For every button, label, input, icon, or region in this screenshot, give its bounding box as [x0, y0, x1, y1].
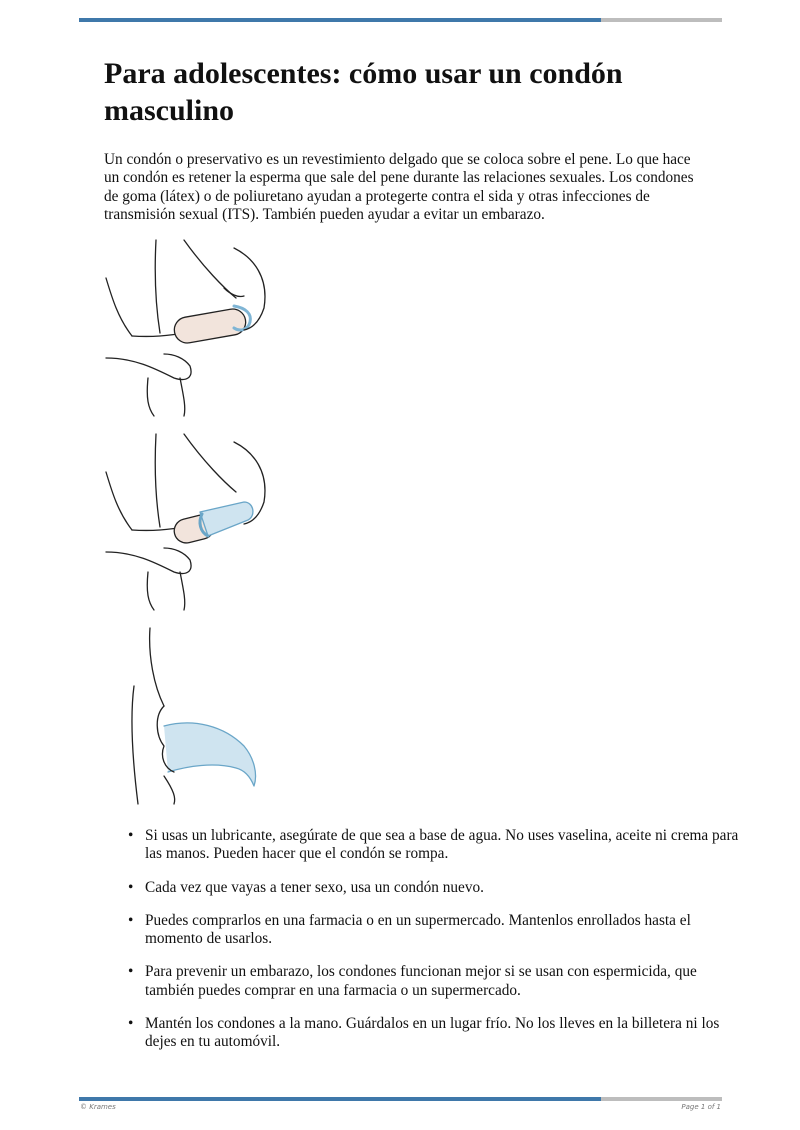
tips-list [104, 827, 745, 1067]
footer-rule [79, 1097, 722, 1101]
tip-item: • Para prevenir un embarazo, los condones funcionan mejor si se usan con espermicida, que también puedes comprar en una farmacia o un supermercado. [145, 963, 745, 1000]
intro-paragraph: Un condón o preservativo es un revestimiento delgado que se coloca sobre el pene. Lo que hace un condón es retener la esperma que sale del pene durante las relaciones sexuales. Los condones de goma (látex) o de poliuretano ayudan a protegerte contra el sida y otras infecciones de transmisión sexual (ITS). También pueden ayudar a evitar un embarazo. [104, 151, 694, 223]
footer-copyright: © Krames [80, 1103, 116, 1111]
tip-item: • Si usas un lubricante, asegúrate de que sea a base de agua. No uses vaselina, aceite ni crema para las manos. Pueden hacer que el condón se rompa. [145, 827, 745, 864]
illustration-step-2 [104, 432, 274, 612]
footer-rule-accent [79, 1097, 601, 1101]
illustration-step-1 [104, 238, 274, 418]
header-rule [79, 18, 722, 22]
header-rule-accent [79, 18, 601, 22]
footer-page-number: Page 1 of 1 [681, 1103, 721, 1111]
tip-item: • Cada vez que vayas a tener sexo, usa un condón nuevo. [145, 879, 745, 897]
tip-item: • Puedes comprarlos en una farmacia o en un supermercado. Mantenlos enrollados hasta el momento de usarlos. [145, 912, 745, 949]
header-rule-remainder [601, 18, 722, 22]
tip-item: • Mantén los condones a la mano. Guárdalos en un lugar frío. No los lleves en la billetera ni los dejes en tu automóvil. [145, 1015, 745, 1052]
footer-rule-remainder [601, 1097, 722, 1101]
page-title: Para adolescentes: cómo usar un condón masculino [104, 57, 623, 127]
illustration-step-3 [104, 626, 274, 806]
